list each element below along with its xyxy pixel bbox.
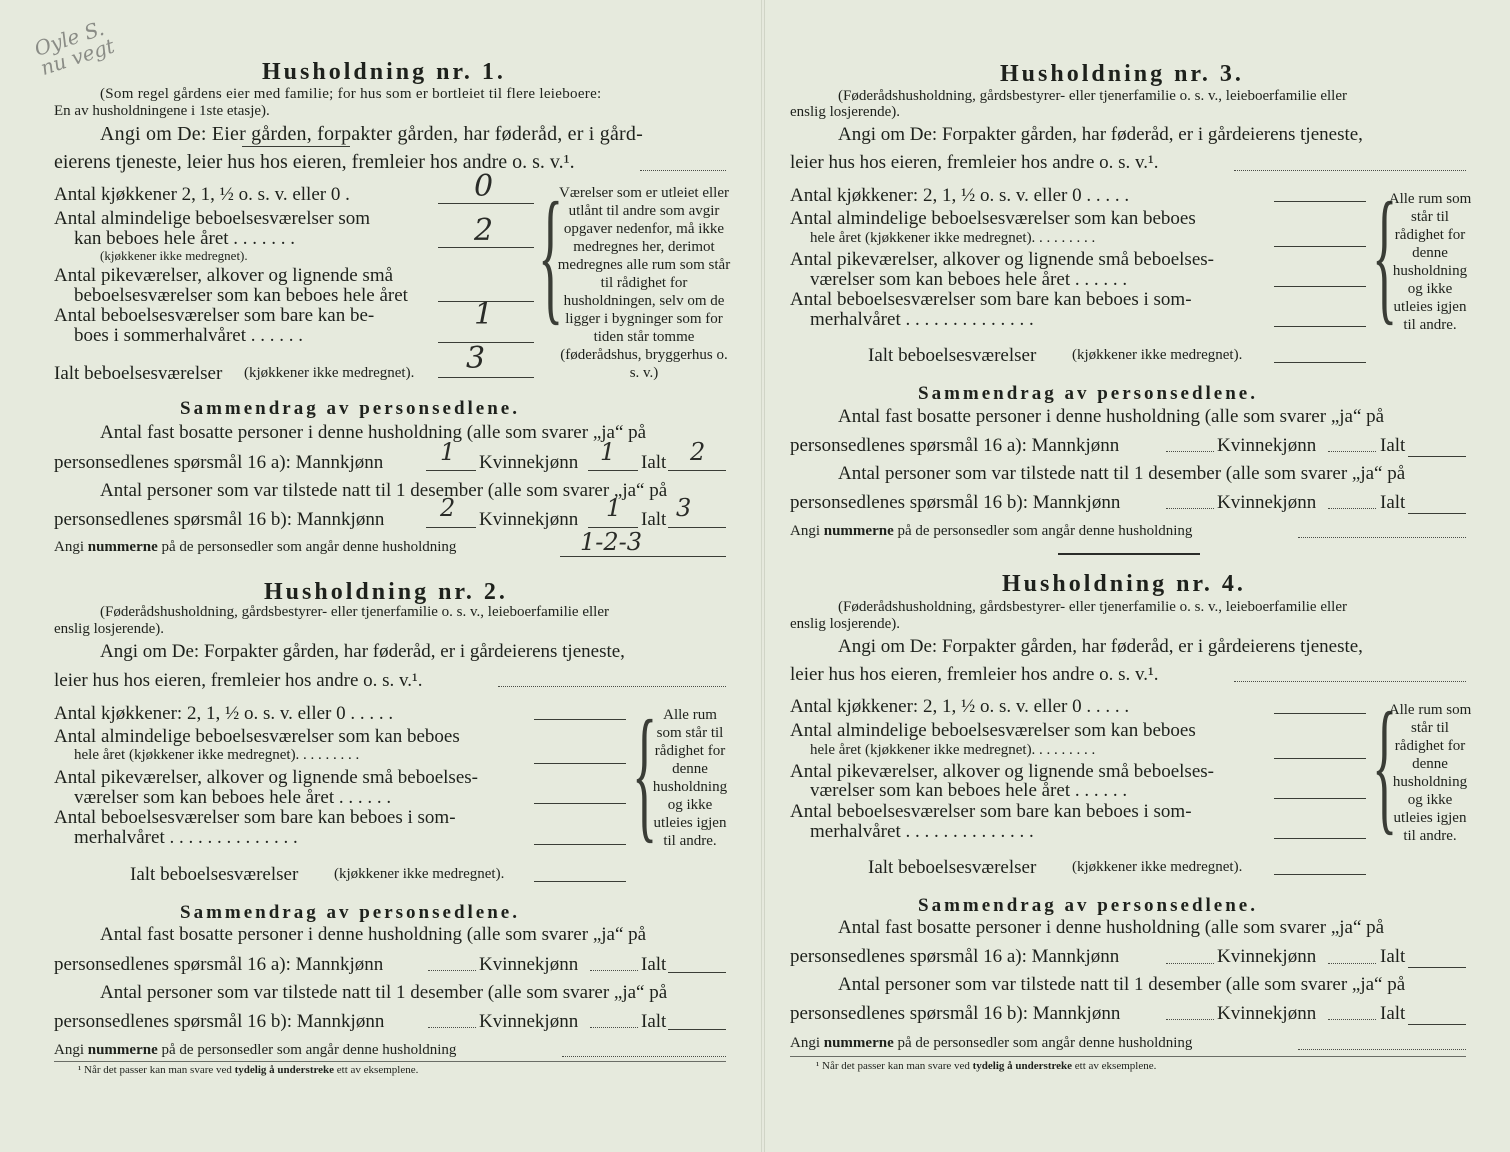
h1-q2a: Antal almindelige beboelsesværelser som [54,208,371,229]
h1-note-1: (Som regel gårdens eier med familie; for hus som er bortleiet til flere leieboere: [100,86,602,102]
h2-title: Husholdning nr. 2. [264,579,508,605]
h3-sum-title: Sammendrag av personsedlene. [918,383,1258,404]
h4-s4m-line [1166,1019,1214,1020]
h1-s2i-line [668,470,726,471]
h3-angi-line [1234,170,1466,171]
h3-title: Husholdning nr. 3. [1000,61,1244,87]
h4-foot: ¹ Når det passer kan man svare ved [816,1060,970,1072]
h4-side-note: Alle rum som står til rådighet for denne husholdning og ikke utleies igjen til andre. [1388,702,1472,844]
h1-title: Husholdning nr. 1. [262,59,506,85]
h3-s5-line [1298,537,1466,538]
h2-s4i-line [668,1029,726,1030]
h1-s2kv: 1 [600,438,616,466]
h1-a1: 0 [474,169,494,204]
h2-s2k: Kvinnekjønn [479,954,579,975]
h1-s1: Antal fast bosatte personer i denne husholdning (alle som svarer „ja“ på [100,422,647,443]
h4-line-5 [1274,874,1366,875]
h4-brace: { [1372,682,1398,848]
h4-line-2 [1274,758,1366,759]
h3-s5-row [790,524,1192,539]
h2-q4b: merhalvåret . . . . . . . . . . . . . . [74,827,298,848]
h3-s2i: Ialt [1380,435,1406,456]
h3-q2b: hele året (kjøkkener ikke medregnet). . . . . . . . . [810,230,1096,246]
h4-sum-title: Sammendrag av personsedlene. [918,895,1258,916]
h3-line-5 [1274,362,1366,363]
h4-s3: Antal personer som var tilstede natt til 1 desember (alle som svarer „ja“ på [838,974,1406,995]
h1-line-5 [438,377,534,378]
h3-s5: Angi [790,523,820,539]
h1-q4a: Antal beboelsesværelser som bare kan be- [54,305,375,326]
h1-sum-title: Sammendrag av personsedlene. [180,398,520,419]
h1-s5b: nummerne [87,539,158,555]
h1-s5v: 1-2-3 [580,528,643,556]
h3-angi-1: Angi om De: Forpakter gården, har føderåd, er i gårdeierens tjeneste, [838,124,1363,145]
h3-line-1 [1274,201,1366,202]
h2-s4m-line [428,1027,476,1028]
h4-s1: Antal fast bosatte personer i denne husholdning (alle som svarer „ja“ på [838,917,1385,938]
h4-s2: personsedlenes spørsmål 16 a): Mannkjønn [790,946,1120,967]
h2-s4k-line [590,1027,638,1028]
h4-angi-1: Angi om De: Forpakter gården, har føderåd, er i gårdeierens tjeneste, [838,636,1363,657]
h1-brace: { [538,172,564,338]
h3-q3b: værelser som kan beboes hele året . . . . . . [810,269,1128,290]
page-fold [761,0,765,1152]
h4-q4b: merhalvåret . . . . . . . . . . . . . . [810,821,1034,842]
h3-s5b: nummerne [823,523,894,539]
h3-q2a: Antal almindelige beboelsesværelser som kan beboes [790,208,1196,229]
h3-s4i: Ialt [1380,492,1406,513]
h4-s4k: Kvinnekjønn [1217,1003,1317,1024]
h3-q4a: Antal beboelsesværelser som bare kan beboes i som- [790,289,1192,310]
h1-s4m: 2 [440,494,456,522]
h1-eier-underline [242,146,350,147]
h3-s4k: Kvinnekjønn [1217,492,1317,513]
h1-s4iv: 3 [676,494,692,522]
h1-s4i: Ialt [641,509,667,530]
h2-brace: { [632,690,658,856]
h3-side-note: Alle rum som står til rådighet for denne husholdning og ikke utleies igjen til andre. [1388,191,1472,333]
h3-angi-2: leier hus hos eieren, fremleier hos andre o. s. v.¹. [790,152,1159,173]
h3-s4m-line [1166,508,1214,509]
h4-footc: ett av eksemplene. [1074,1060,1157,1072]
h2-s2i-line [668,972,726,973]
h1-s2iv: 2 [690,438,706,466]
h2-s5c: på de personsedler som angår denne husholdning [161,1042,457,1058]
h4-s2k: Kvinnekjønn [1217,946,1317,967]
h1-s5c: på de personsedler som angår denne husholdning [161,539,457,555]
h3-s4k-line [1328,508,1376,509]
h4-s5: Angi [790,1035,820,1051]
h2-q5s: (kjøkkener ikke medregnet). [334,866,505,882]
h1-s5: Angi [54,539,84,555]
h2-q5: Ialt beboelsesværelser [130,864,299,885]
h2-note-1: (Føderådshusholdning, gårdsbestyrer- eller tjenerfamilie o. s. v., leieboerfamilie eller [100,604,609,620]
h3-s3: Antal personer som var tilstede natt til 1 desember (alle som svarer „ja“ på [838,463,1406,484]
h3-line-3 [1274,286,1366,287]
h3-q5s: (kjøkkener ikke medregnet). [1072,347,1243,363]
h4-s2m-line [1166,963,1214,964]
h4-foot-rule [790,1056,1466,1057]
h4-q5: Ialt beboelsesværelser [868,857,1037,878]
h2-q2a: Antal almindelige beboelsesværelser som kan beboes [54,726,460,747]
h1-s5-line [560,556,726,557]
h2-s4k: Kvinnekjønn [479,1011,579,1032]
h3-s5c: på de personsedler som angår denne husholdning [897,523,1193,539]
h1-s2i: Ialt [641,452,667,473]
h1-s2m: 1 [440,438,456,466]
h4-line-4 [1274,838,1366,839]
h2-footc: ett av eksemplene. [336,1064,419,1076]
h4-note-2: enslig losjerende). [790,616,900,632]
h2-s2: personsedlenes spørsmål 16 a): Mannkjønn [54,954,384,975]
h4-s4i: Ialt [1380,1003,1406,1024]
h3-s4i-line [1408,513,1466,514]
h3-s4: personsedlenes spørsmål 16 b): Mannkjønn [790,492,1121,513]
h1-line-1 [438,203,534,204]
h1-q5: Ialt beboelsesværelser [54,363,223,384]
h1-q2b: kan beboes hele året . . . . . . . [74,228,296,249]
h2-q2b: hele året (kjøkkener ikke medregnet). . . . . . . . . [74,747,360,763]
section-separator [1058,553,1200,555]
h2-line-4 [534,844,626,845]
h4-q2b: hele året (kjøkkener ikke medregnet). . . . . . . . . [810,742,1096,758]
h2-line-3 [534,803,626,804]
h1-s4i-line [668,527,726,528]
h2-s5-line [562,1056,726,1057]
h1-s2k-line [588,470,638,471]
h4-note-1: (Føderådshusholdning, gårdsbestyrer- eller tjenerfamilie o. s. v., leieboerfamilie eller [838,599,1347,615]
h1-angi-2: eierens tjeneste, leier hus hos eieren, fremleier hos andre o. s. v.¹. [54,151,575,173]
h1-angi-1: Angi om De: Eier gården, forpakter gården, har føderåd, er i gård- [100,123,643,145]
h4-q3a: Antal pikeværelser, alkover og lignende små beboelses- [790,761,1214,782]
h2-s5: Angi [54,1042,84,1058]
h4-s4i-line [1408,1024,1466,1025]
pencil-note: Oyle S. nu vegt [31,15,118,80]
h1-s4kv: 1 [606,494,622,522]
h1-line-4 [438,342,534,343]
h2-s5-row [54,1043,456,1058]
h1-q5s: (kjøkkener ikke medregnet). [244,365,415,381]
h4-s2k-line [1328,963,1376,964]
h2-sum-title: Sammendrag av personsedlene. [180,902,520,923]
h4-s2i: Ialt [1380,946,1406,967]
h3-s2m-line [1166,451,1214,452]
h4-line-1 [1274,713,1366,714]
h4-s5-row [790,1036,1192,1051]
h2-side-note: Alle rum som står til rådighet for denne husholdning og ikke utleies igjen til andre. [652,707,728,849]
h3-q1: Antal kjøkkener: 2, 1, ½ o. s. v. eller 0 . . . . . [790,185,1130,206]
h1-q4b: boes i sommerhalvåret . . . . . . [74,325,304,346]
h2-q3b: værelser som kan beboes hele året . . . . . . [74,787,392,808]
h3-s2k: Kvinnekjønn [1217,435,1317,456]
h2-s3: Antal personer som var tilstede natt til 1 desember (alle som svarer „ja“ på [100,982,668,1003]
h4-footb: tydelig å understreke [972,1060,1073,1072]
h1-s2: personsedlenes spørsmål 16 a): Mannkjønn [54,452,384,473]
h2-line-2 [534,763,626,764]
h1-q3a: Antal pikeværelser, alkover og lignende små [54,265,394,286]
h3-s2i-line [1408,456,1466,457]
h2-s4i: Ialt [641,1011,667,1032]
h1-s4k: Kvinnekjønn [479,509,579,530]
h1-angi-line [640,170,726,171]
h1-s4: personsedlenes spørsmål 16 b): Mannkjønn [54,509,385,530]
h2-line-1 [534,719,626,720]
h4-s4: personsedlenes spørsmål 16 b): Mannkjønn [790,1003,1121,1024]
h1-s2m-line [426,470,476,471]
h2-angi-line [498,686,726,687]
h2-note-2: enslig losjerende). [54,621,164,637]
h2-footnote [78,1065,418,1076]
h4-s5b: nummerne [823,1035,894,1051]
h1-side-note: Værelser som er utleiet eller utlånt til andre som avgir opgaver nedenfor, må ikke medregnes her, derimot medregnes alle rum som står til rådighet for husholdningen, selv om de ligger i bygninger som for tiden står tomme (føderådshus, bryggerhus o. s. v.) [557,185,731,381]
h2-s1: Antal fast bosatte personer i denne husholdning (alle som svarer „ja“ på [100,924,647,945]
h4-s4k-line [1328,1019,1376,1020]
h3-line-4 [1274,326,1366,327]
h3-q5: Ialt beboelsesværelser [868,345,1037,366]
h1-q3b: beboelsesværelser som kan beboes hele året [74,285,408,306]
h3-s2k-line [1328,451,1376,452]
h3-s1: Antal fast bosatte personer i denne husholdning (alle som svarer „ja“ på [838,406,1385,427]
h4-q3b: værelser som kan beboes hele året . . . . . . [810,780,1128,801]
h1-a4: 1 [474,297,494,332]
h4-q4a: Antal beboelsesværelser som bare kan beboes i som- [790,801,1192,822]
h1-s5-row [54,540,456,555]
h3-q4b: merhalvåret . . . . . . . . . . . . . . [810,309,1034,330]
h3-q3a: Antal pikeværelser, alkover og lignende små beboelses- [790,249,1214,270]
h2-q4a: Antal beboelsesværelser som bare kan beboes i som- [54,807,456,828]
h2-q3a: Antal pikeværelser, alkover og lignende små beboelses- [54,767,478,788]
h4-angi-line [1234,681,1466,682]
h1-line-2 [438,247,534,248]
h1-s4m-line [426,527,476,528]
h2-s4: personsedlenes spørsmål 16 b): Mannkjønn [54,1011,385,1032]
h1-note-2: En av husholdningene i 1ste etasje). [54,103,270,119]
h4-s5c: på de personsedler som angår denne husholdning [897,1035,1193,1051]
h3-brace: { [1372,172,1398,338]
h2-angi-1: Angi om De: Forpakter gården, har føderåd, er i gårdeierens tjeneste, [100,641,625,662]
h3-note-1: (Føderådshusholdning, gårdsbestyrer- eller tjenerfamilie o. s. v., leieboerfamilie eller [838,88,1347,104]
h2-foot: ¹ Når det passer kan man svare ved [78,1064,232,1076]
h1-q1: Antal kjøkkener 2, 1, ½ o. s. v. eller 0 . [54,184,350,205]
h4-s2i-line [1408,967,1466,968]
h2-q1: Antal kjøkkener: 2, 1, ½ o. s. v. eller 0 . . . . . [54,703,394,724]
h2-s2i: Ialt [641,954,667,975]
h2-s2k-line [590,970,638,971]
h3-line-2 [1274,246,1366,247]
h4-s5-line [1298,1049,1466,1050]
h1-q2c: (kjøkkener ikke medregnet). [100,248,248,263]
h2-line-5 [534,881,626,882]
h4-q1: Antal kjøkkener: 2, 1, ½ o. s. v. eller 0 . . . . . [790,696,1130,717]
h2-angi-2: leier hus hos eieren, fremleier hos andre o. s. v.¹. [54,670,423,691]
h2-s5b: nummerne [87,1042,158,1058]
h1-s3: Antal personer som var tilstede natt til 1 desember (alle som svarer „ja“ på [100,480,668,501]
h2-footb: tydelig å understreke [234,1064,335,1076]
h4-angi-2: leier hus hos eieren, fremleier hos andre o. s. v.¹. [790,664,1159,685]
h2-foot-rule [54,1061,726,1062]
h1-a2: 2 [474,213,494,248]
h4-line-3 [1274,798,1366,799]
h4-title: Husholdning nr. 4. [1002,571,1246,597]
h1-s2k: Kvinnekjønn [479,452,579,473]
h4-q5s: (kjøkkener ikke medregnet). [1072,859,1243,875]
h2-s2m-line [428,970,476,971]
h3-note-2: enslig losjerende). [790,104,900,120]
h4-footnote [816,1061,1156,1072]
h3-s2: personsedlenes spørsmål 16 a): Mannkjønn [790,435,1120,456]
h4-q2a: Antal almindelige beboelsesværelser som kan beboes [790,720,1196,741]
h1-a5: 3 [466,341,486,376]
